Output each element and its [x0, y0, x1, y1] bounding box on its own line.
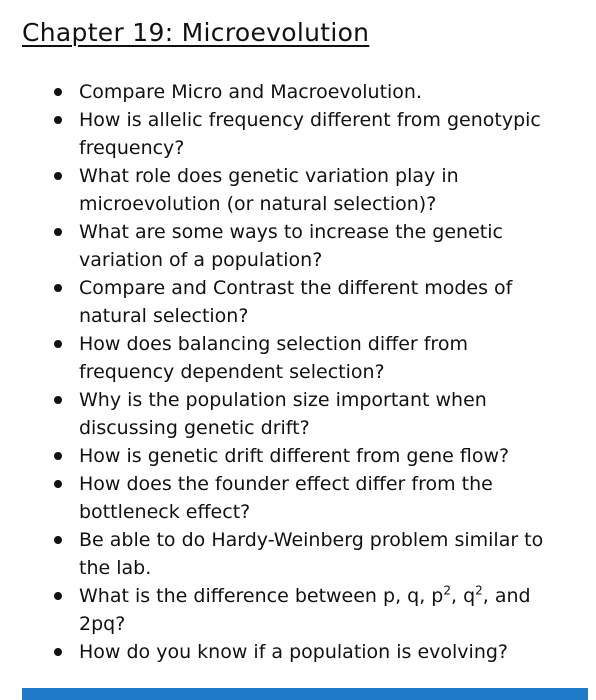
superscript: 2: [443, 583, 451, 598]
question-text: [79, 585, 531, 635]
question-item: [48, 470, 558, 526]
question-item: [48, 106, 558, 162]
bullet-icon: [54, 340, 62, 348]
question-text: How does balancing selection differ from frequency dependent selection?: [79, 333, 468, 383]
bullet-icon: [54, 480, 62, 488]
bullet-icon: [54, 116, 62, 124]
bullet-icon: [54, 88, 62, 96]
question-item: [48, 386, 558, 442]
question-text: What are some ways to increase the genetic variation of a population?: [79, 221, 503, 271]
question-item: [48, 162, 558, 218]
question-text-part: What is the difference between p, q, p: [79, 585, 444, 607]
question-text: Compare and Contrast the different modes of natural selection?: [79, 277, 513, 327]
bullet-icon: [54, 452, 62, 460]
question-text: How do you know if a population is evolving?: [79, 641, 509, 663]
question-item: [48, 78, 558, 106]
superscript: 2: [475, 583, 483, 598]
question-item: [48, 218, 558, 274]
question-text: How does the founder effect differ from the bottleneck effect?: [79, 473, 493, 523]
question-item: [48, 638, 558, 666]
question-text: How is genetic drift different from gene flow?: [79, 445, 510, 467]
bullet-icon: [54, 648, 62, 656]
bullet-icon: [54, 172, 62, 180]
bullet-icon: [54, 396, 62, 404]
question-text-part: , q: [451, 585, 476, 607]
question-item: [48, 582, 558, 638]
question-item: [48, 274, 558, 330]
question-text: Why is the population size important when discussing genetic drift?: [79, 389, 487, 439]
question-list: [48, 78, 558, 666]
question-item: [48, 330, 558, 386]
accent-bar: [22, 688, 588, 700]
question-text: Be able to do Hardy-Weinberg problem similar to the lab.: [79, 529, 544, 579]
question-text: How is allelic frequency different from genotypic frequency?: [79, 109, 541, 159]
bullet-icon: [54, 536, 62, 544]
question-item: [48, 526, 558, 582]
bullet-icon: [54, 284, 62, 292]
chapter-title: Chapter 19: Microevolution: [22, 18, 370, 47]
bullet-icon: [54, 228, 62, 236]
question-text-part: , and 2pq?: [79, 585, 531, 635]
question-text: Compare Micro and Macroevolution.: [79, 81, 423, 103]
question-text: What role does genetic variation play in microevolution (or natural selection)?: [79, 165, 459, 215]
bullet-icon: [54, 592, 62, 600]
question-item: [48, 442, 558, 470]
